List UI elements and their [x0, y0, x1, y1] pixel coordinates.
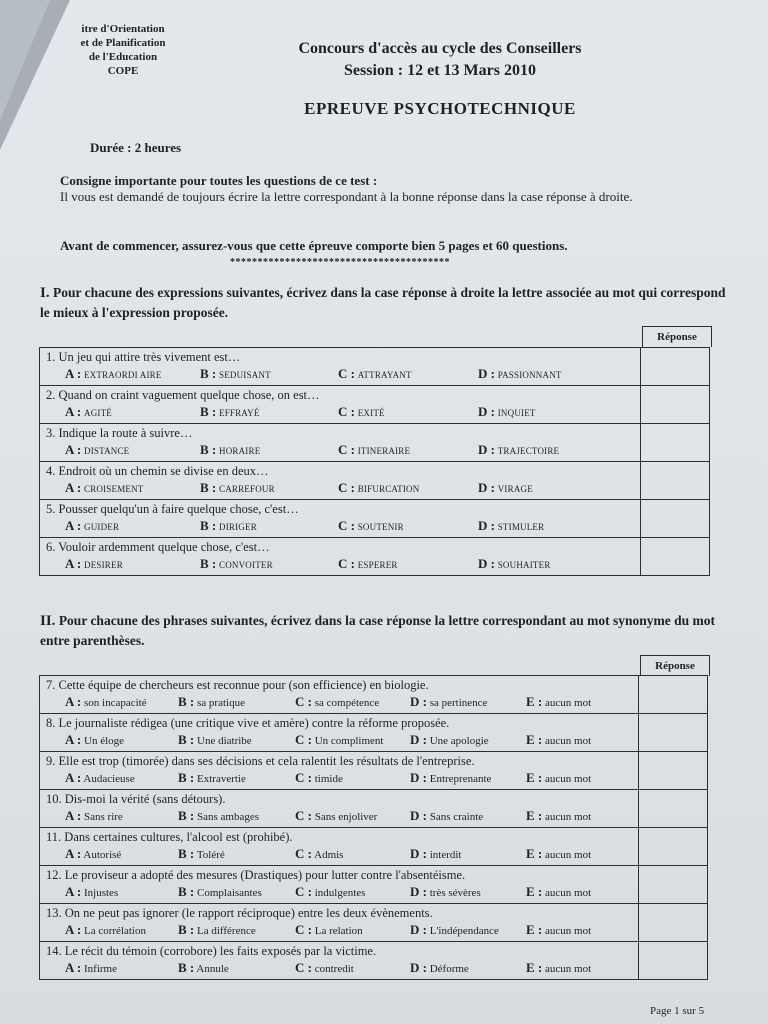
option-value: Une diatribe	[197, 735, 252, 747]
answer-box[interactable]	[639, 828, 708, 866]
option-value: SOUTENIR	[357, 522, 404, 532]
section-2-table	[39, 675, 708, 980]
answer-option	[295, 846, 343, 862]
question-cell	[40, 904, 639, 942]
question-cell	[40, 942, 639, 980]
question-cell	[40, 790, 639, 828]
option-letter: C :	[295, 694, 312, 709]
organization-block	[58, 22, 188, 78]
answer-option	[295, 770, 343, 786]
option-letter: E :	[526, 770, 543, 785]
option-letter: E :	[526, 732, 543, 747]
option-value: son incapacité	[84, 697, 147, 709]
answer-option	[338, 518, 404, 534]
question-text: 8. Le journaliste rédigea (une critique vive et amère) contre la réforme proposée.	[46, 716, 450, 730]
exam-title	[250, 38, 630, 82]
answer-option	[295, 884, 365, 900]
answer-box[interactable]	[639, 790, 708, 828]
question-cell	[40, 866, 639, 904]
section-instruction: Pour chacune des phrases suivantes, écrivez dans la case réponse la lettre correspondant au mot synonyme du mot entre parenthèses.	[40, 613, 716, 648]
question-cell	[40, 752, 639, 790]
answer-option	[478, 480, 533, 496]
org-acronym: COPE	[107, 65, 139, 77]
answer-option	[410, 846, 462, 862]
option-value: aucun mot	[545, 925, 592, 937]
option-value: aucun mot	[545, 887, 592, 899]
question-row	[40, 538, 710, 576]
option-letter: B :	[178, 960, 195, 975]
answer-option	[65, 442, 129, 458]
option-letter: B :	[200, 366, 217, 381]
option-letter: C :	[295, 770, 312, 785]
option-value: EFFRAYÉ	[219, 408, 260, 418]
session-line: Session : 12 et 13 Mars 2010	[344, 62, 536, 79]
option-value: La différence	[197, 925, 256, 937]
option-letter: E :	[526, 846, 543, 861]
answer-option	[526, 770, 591, 786]
option-letter: C :	[338, 404, 355, 419]
answer-option	[410, 808, 483, 824]
option-value: DESIRER	[84, 560, 123, 570]
question-row	[40, 866, 708, 904]
answer-option	[526, 884, 591, 900]
answer-option	[178, 732, 252, 748]
option-letter: B :	[200, 480, 217, 495]
option-letter: A :	[65, 960, 82, 975]
options-line	[40, 365, 640, 382]
question-row	[40, 714, 708, 752]
options-line	[40, 883, 638, 900]
option-value: EXTRAORDI AIRE	[84, 370, 162, 380]
answer-box[interactable]	[641, 424, 710, 462]
answer-option	[295, 694, 379, 710]
answer-option	[200, 366, 271, 382]
answer-option	[526, 846, 591, 862]
answer-option	[526, 922, 591, 938]
page-number: Page 1 sur 5	[650, 1005, 705, 1017]
question-row	[40, 386, 710, 424]
option-value: EXITÉ	[357, 408, 385, 418]
question-cell	[40, 676, 639, 714]
option-letter: E :	[526, 960, 543, 975]
option-letter: C :	[295, 960, 312, 975]
answer-column-header: Réponse	[642, 326, 712, 347]
option-letter: D :	[478, 518, 495, 533]
answer-option	[65, 808, 123, 824]
question-text: 5. Pousser quelqu'un à faire quelque chose, c'est…	[46, 502, 299, 516]
option-letter: B :	[200, 404, 217, 419]
option-letter: D :	[410, 884, 427, 899]
question-row	[40, 424, 710, 462]
option-value: sa pertinence	[429, 697, 488, 709]
option-letter: A :	[65, 770, 82, 785]
question-cell	[40, 386, 641, 424]
option-letter: D :	[410, 732, 427, 747]
answer-option	[65, 480, 144, 496]
answer-option	[178, 694, 245, 710]
option-letter: D :	[410, 808, 427, 823]
answer-box[interactable]	[639, 904, 708, 942]
option-letter: A :	[65, 808, 82, 823]
option-letter: A :	[65, 480, 82, 495]
option-value: interdit	[429, 849, 462, 861]
question-text: 9. Elle est trop (timorée) dans ses décisions et cela ralentit les résultats de l'entreprise.	[46, 754, 475, 768]
option-value: STIMULER	[497, 522, 545, 532]
answer-option	[178, 846, 225, 862]
exam-subject: EPREUVE PSYCHOTECHNIQUE	[304, 99, 576, 118]
answer-option	[65, 694, 147, 710]
option-letter: A :	[65, 694, 82, 709]
option-value: DIRIGER	[219, 522, 257, 532]
option-value: DISTANCE	[84, 446, 130, 456]
answer-option	[478, 404, 536, 420]
option-letter: B :	[200, 442, 217, 457]
option-letter: B :	[178, 732, 195, 747]
answer-option	[526, 808, 591, 824]
question-text: 3. Indique la route à suivre…	[46, 426, 193, 440]
question-row	[40, 752, 708, 790]
option-letter: A :	[65, 846, 82, 861]
question-cell	[40, 462, 641, 500]
option-letter: C :	[295, 884, 312, 899]
option-letter: D :	[478, 366, 495, 381]
option-value: CROISEMENT	[84, 484, 144, 494]
option-letter: E :	[526, 922, 543, 937]
answer-option	[338, 556, 398, 572]
answer-box[interactable]	[641, 500, 710, 538]
options-line	[40, 517, 640, 534]
answer-option	[65, 404, 112, 420]
option-letter: D :	[478, 480, 495, 495]
answer-option	[65, 732, 124, 748]
option-letter: B :	[178, 808, 195, 823]
answer-column-header: Réponse	[640, 655, 710, 676]
option-letter: B :	[200, 518, 217, 533]
question-cell	[40, 424, 641, 462]
answer-option	[526, 960, 591, 976]
option-letter: A :	[65, 442, 82, 457]
options-line	[40, 441, 640, 458]
option-letter: C :	[338, 366, 355, 381]
section-number: II.	[40, 613, 56, 629]
option-letter: D :	[410, 770, 427, 785]
option-value: AGITÉ	[84, 408, 112, 418]
option-letter: A :	[65, 884, 82, 899]
question-row	[40, 462, 710, 500]
options-line	[40, 555, 640, 572]
answer-box[interactable]	[641, 462, 710, 500]
question-text: 11. Dans certaines cultures, l'alcool est (prohibé).	[46, 830, 293, 844]
option-value: aucun mot	[545, 849, 592, 861]
section-1-title	[40, 283, 730, 322]
folded-corner-inner	[0, 0, 50, 120]
question-text: 13. On ne peut pas ignorer (le rapport réciproque) entre les deux évènements.	[46, 906, 433, 920]
option-value: aucun mot	[545, 735, 592, 747]
options-line	[40, 479, 640, 496]
options-line	[40, 807, 638, 824]
answer-option	[410, 770, 491, 786]
option-value: INQUIET	[497, 408, 536, 418]
option-letter: D :	[478, 556, 495, 571]
answer-option	[65, 556, 123, 572]
option-letter: A :	[65, 518, 82, 533]
option-value: timide	[314, 773, 343, 785]
section-2-title	[40, 611, 730, 650]
question-text: 4. Endroit où un chemin se divise en deux…	[46, 464, 269, 478]
answer-option	[410, 922, 499, 938]
question-row	[40, 790, 708, 828]
option-value: aucun mot	[545, 697, 592, 709]
answer-option	[478, 442, 559, 458]
org-line: itre d'Orientation	[81, 23, 165, 35]
title-line: Concours d'accès au cycle des Conseillers	[298, 40, 582, 57]
answer-option	[200, 518, 257, 534]
question-text: 14. Le récit du témoin (corrobore) les faits exposés par la victime.	[46, 944, 377, 958]
answer-option	[178, 884, 262, 900]
options-line	[40, 731, 638, 748]
instructions-heading: Consigne importante pour toutes les questions de ce test :	[60, 173, 378, 188]
option-value: Sans enjoliver	[314, 811, 378, 823]
question-row	[40, 500, 710, 538]
option-letter: A :	[65, 366, 82, 381]
option-value: très sévères	[429, 887, 481, 899]
question-cell	[40, 714, 639, 752]
option-value: Une apologie	[429, 735, 489, 747]
answer-box[interactable]	[639, 676, 708, 714]
answer-option	[200, 556, 273, 572]
option-value: indulgentes	[314, 887, 366, 899]
option-value: Un compliment	[314, 735, 384, 747]
answer-box[interactable]	[641, 538, 710, 576]
answer-option	[178, 922, 256, 938]
option-letter: C :	[295, 808, 312, 823]
question-cell	[40, 538, 641, 576]
answer-option	[65, 518, 119, 534]
answer-option	[295, 808, 377, 824]
answer-option	[200, 404, 260, 420]
answer-box[interactable]	[639, 752, 708, 790]
question-cell	[40, 348, 641, 386]
instructions	[60, 173, 720, 205]
option-letter: A :	[65, 404, 82, 419]
option-value: aucun mot	[545, 773, 592, 785]
option-letter: A :	[65, 556, 82, 571]
option-value: BIFURCATION	[357, 484, 420, 494]
option-value: GUIDER	[84, 522, 120, 532]
answer-option	[65, 922, 146, 938]
option-value: Sans crainte	[429, 811, 484, 823]
option-letter: E :	[526, 694, 543, 709]
section-1-table	[39, 347, 710, 576]
answer-option	[65, 770, 135, 786]
option-letter: E :	[526, 884, 543, 899]
option-letter: B :	[178, 694, 195, 709]
answer-option	[410, 694, 487, 710]
option-letter: B :	[178, 770, 195, 785]
answer-option	[478, 518, 544, 534]
option-letter: D :	[410, 922, 427, 937]
option-letter: B :	[178, 846, 195, 861]
option-letter: B :	[178, 922, 195, 937]
duration: Durée : 2 heures	[90, 140, 182, 155]
option-value: Injustes	[84, 887, 119, 899]
option-value: Entreprenante	[429, 773, 492, 785]
answer-box[interactable]	[641, 386, 710, 424]
options-line	[40, 693, 638, 710]
question-row	[40, 676, 708, 714]
option-value: VIRAGE	[497, 484, 533, 494]
option-letter: C :	[295, 732, 312, 747]
option-value: Sans rire	[84, 811, 123, 823]
question-text: 1. Un jeu qui attire très vivement est…	[46, 350, 241, 364]
instructions-text: Il vous est demandé de toujours écrire la lettre correspondant à la bonne réponse dans la case réponse à droite.	[60, 189, 633, 204]
answer-option	[295, 960, 354, 976]
option-letter: D :	[410, 846, 427, 861]
option-letter: C :	[338, 518, 355, 533]
answer-box[interactable]	[639, 866, 708, 904]
answer-option	[526, 732, 591, 748]
option-value: SEDUISANT	[219, 370, 271, 380]
option-value: HORAIRE	[219, 446, 261, 456]
answer-option	[338, 404, 385, 420]
option-value: sa pratique	[197, 697, 245, 709]
option-value: Déforme	[429, 963, 469, 975]
option-letter: D :	[410, 960, 427, 975]
option-value: La relation	[314, 925, 363, 937]
option-value: Extravertie	[197, 773, 246, 785]
option-letter: B :	[178, 884, 195, 899]
option-value: ESPERER	[357, 560, 398, 570]
option-value: CARREFOUR	[219, 484, 275, 494]
answer-option	[526, 694, 591, 710]
option-letter: C :	[338, 442, 355, 457]
option-value: Annule	[196, 963, 229, 975]
section-instruction: Pour chacune des expressions suivantes, écrivez dans la case réponse à droite la lettre associée au mot qui correspond le mieux à l'expression proposée.	[40, 285, 726, 320]
option-letter: A :	[65, 922, 82, 937]
option-value: Audacieuse	[83, 773, 135, 785]
option-letter: E :	[526, 808, 543, 823]
answer-box[interactable]	[639, 942, 708, 980]
option-letter: A :	[65, 732, 82, 747]
question-row	[40, 942, 708, 980]
answer-option	[295, 922, 363, 938]
answer-box[interactable]	[639, 714, 708, 752]
option-value: SOUHAITER	[497, 560, 551, 570]
option-value: contredit	[314, 963, 354, 975]
option-value: Un éloge	[84, 735, 125, 747]
option-value: Sans ambages	[197, 811, 260, 823]
answer-option	[295, 732, 383, 748]
answer-option	[410, 960, 469, 976]
option-letter: C :	[295, 922, 312, 937]
separator-stars: ****************************************	[230, 257, 450, 268]
answer-option	[65, 366, 162, 382]
option-letter: D :	[410, 694, 427, 709]
option-value: TRAJECTOIRE	[497, 446, 560, 456]
question-text: 2. Quand on craint vaguement quelque chose, on est…	[46, 388, 320, 402]
question-row	[40, 828, 708, 866]
answer-option	[178, 960, 229, 976]
options-line	[40, 921, 638, 938]
options-line	[40, 845, 638, 862]
answer-option	[178, 808, 259, 824]
option-letter: B :	[200, 556, 217, 571]
answer-option	[478, 556, 551, 572]
option-value: ATTRAYANT	[357, 370, 412, 380]
section-number: I.	[40, 285, 50, 301]
option-value: ITINERAIRE	[357, 446, 411, 456]
option-value: Toléré	[196, 849, 225, 861]
question-cell	[40, 500, 641, 538]
question-text: 7. Cette équipe de chercheurs est reconnue pour (son efficience) en biologie.	[46, 678, 429, 692]
option-value: Complaisantes	[197, 887, 262, 899]
option-value: PASSIONNANT	[497, 370, 562, 380]
option-value: CONVOITER	[219, 560, 273, 570]
answer-option	[65, 960, 117, 976]
option-value: aucun mot	[545, 963, 592, 975]
option-value: Infirme	[84, 963, 117, 975]
answer-option	[200, 442, 260, 458]
option-value: aucun mot	[545, 811, 592, 823]
question-row	[40, 348, 710, 386]
option-letter: C :	[338, 480, 355, 495]
options-line	[40, 769, 638, 786]
question-row	[40, 904, 708, 942]
answer-box[interactable]	[641, 348, 710, 386]
answer-option	[410, 732, 489, 748]
org-line: et de Planification	[80, 37, 166, 49]
options-line	[40, 403, 640, 420]
question-text: 6. Vouloir ardemment quelque chose, c'est…	[46, 540, 270, 554]
page-count-notice: Avant de commencer, assurez-vous que cette épreuve comporte bien 5 pages et 60 questions.	[60, 238, 568, 253]
option-letter: D :	[478, 442, 495, 457]
answer-option	[478, 366, 562, 382]
answer-option	[338, 480, 419, 496]
answer-option	[65, 846, 121, 862]
question-text: 10. Dis-moi la vérité (sans détours).	[46, 792, 226, 806]
option-value: La corrélation	[84, 925, 146, 937]
option-value: sa compétence	[314, 697, 380, 709]
question-text: 12. Le proviseur a adopté des mesures (Drastiques) pour lutter contre l'absentéisme.	[46, 868, 466, 882]
answer-option	[410, 884, 481, 900]
answer-option	[338, 442, 410, 458]
answer-option	[65, 884, 118, 900]
org-line: de l'Education	[88, 51, 158, 63]
option-letter: C :	[338, 556, 355, 571]
answer-option	[200, 480, 275, 496]
answer-option	[338, 366, 412, 382]
question-cell	[40, 828, 639, 866]
option-letter: D :	[478, 404, 495, 419]
option-letter: C :	[295, 846, 312, 861]
option-value: Admis	[314, 849, 344, 861]
answer-option	[178, 770, 246, 786]
option-value: Autorisé	[83, 849, 122, 861]
options-line	[40, 959, 638, 976]
option-value: L'indépendance	[429, 925, 499, 937]
